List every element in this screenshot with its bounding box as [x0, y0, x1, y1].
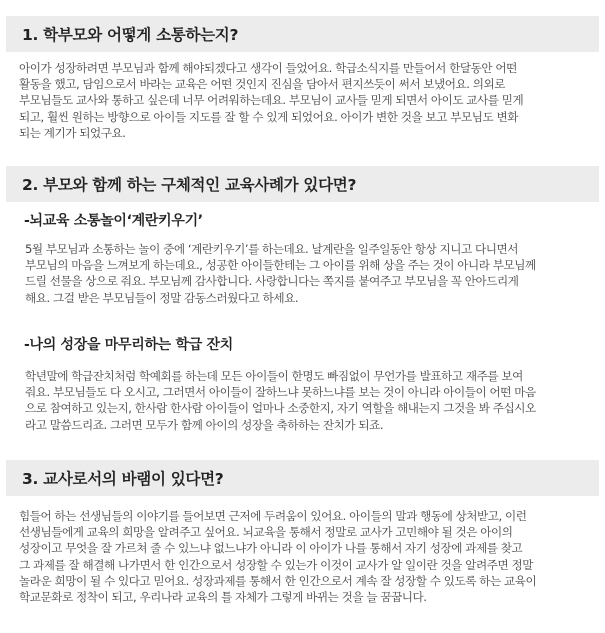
case-1-body [25, 241, 536, 306]
body-line: 힘들어 하는 선생님들의 이야기를 들어보면 근저에 두려움이 있어요. 아이들의 말과 행동에 상처받고, 이런 [19, 509, 527, 523]
body-line: 으로 참여하고 있는지, 한사람 한사람 아이들이 얼마나 소중한지, 자기 역할을 해내는지 그것을 봐 주십시오 [25, 401, 536, 416]
case-2-body [25, 368, 536, 433]
body-line: 부모님들도 교사와 통하고 싶은데 너무 어려워하는데요. 부모님이 교사들 믿게 되면서 아이도 교사를 믿게 [19, 93, 524, 108]
body-line: 되고, 훨씬 원하는 방향으로 아이들 지도를 잘 할 수 있게 되었어요. 아이가 변한 것을 보고 부모님도 변화 [19, 109, 518, 124]
body-line: 성장이고 무엇을 잘 가르쳐 줄 수 있느냐 없느냐가 아니라 이 아이가 나를 통해서 자기 성장에 과제를 찾고 [19, 541, 523, 556]
section-1-heading: 1. 학부모와 어떻게 소통하는지? [6, 16, 599, 52]
body-line: 학년말에 학급잔치처럼 학예회를 하는데 모든 아이들이 한명도 빠짐없이 무언가를 발표하고 재주를 보여 [25, 369, 523, 383]
body-line: 선생님들에게 교육의 희망을 알려주고 싶어요. 뇌교육을 통해서 정말로 교사가 고민해야 될 것은 아이의 [19, 525, 513, 540]
body-line: 5월 부모님과 소통하는 놀이 중에 ‘계란키우기’를 하는데요. 날계란을 일주일동안 항상 지니고 다니면서 [25, 242, 518, 256]
body-line: 해요. 그걸 받은 부모님들이 정말 감동스러웠다고 하세요. [25, 290, 299, 305]
section-3-body [19, 508, 536, 605]
body-line: 드릴 선물을 상으로 줘요. 부모님께 감사합니다. 사랑합니다는 쪽지를 붙여주고 부모님을 꼭 안아드리게 [25, 274, 519, 289]
body-line: 되는 계기가 되었구요. [19, 125, 126, 140]
body-line: 줘요. 부모님들도 다 오시고, 그러면서 아이들이 잘하느냐 못하느냐를 보는 것이 아니라 아이들이 어떤 마음 [25, 385, 536, 400]
body-line: 라고 말씀드리죠. 그러면 모두가 함께 아이의 성장을 축하하는 잔치가 되죠. [25, 417, 384, 432]
case-2-title: -나의 성장을 마무리하는 학급 잔치 [24, 337, 233, 353]
body-line: 그 과제를 잘 해결해 나가면서 한 인간으로서 성장할 수 있는가 이것이 교사가 알 일이란 것을 알려주면 정말 [19, 557, 533, 572]
body-line: 놀라운 희망이 될 수 있다고 믿어요. 성장과제를 통해서 한 인간으로서 계속 잘 성장할 수 있도록 하는 교육이 [19, 573, 537, 588]
body-line: 부모님의 마음을 느껴보게 하는데요., 성공한 아이들한테는 그 아이를 위해 상을 주는 것이 아니라 부모님께 [25, 258, 536, 273]
section-2-heading: 2. 부모와 함께 하는 구체적인 교육사례가 있다면? [6, 166, 599, 202]
case-1-title: -뇌교육 소통놀이‘계란키우기’ [24, 213, 203, 229]
body-line: 활동을 했고, 담임으로서 바라는 교육은 어떤 것인지 진심을 담아서 편지쓰듯이 써서 보냈어요. 의외로 [19, 77, 506, 92]
body-line: 아이가 성장하려면 부모님과 함께 해야되겠다고 생각이 들었어요. 학급소식지를 만들어서 한달동안 어떤 [19, 61, 517, 75]
section-1-body [19, 60, 523, 141]
section-3-heading: 3. 교사로서의 바램이 있다면? [6, 460, 599, 496]
body-line: 학교문화로 정착이 되고, 우리나라 교육의 틀 자체가 그렇게 바뀌는 것을 늘 꿈꿉니다. [19, 590, 427, 605]
